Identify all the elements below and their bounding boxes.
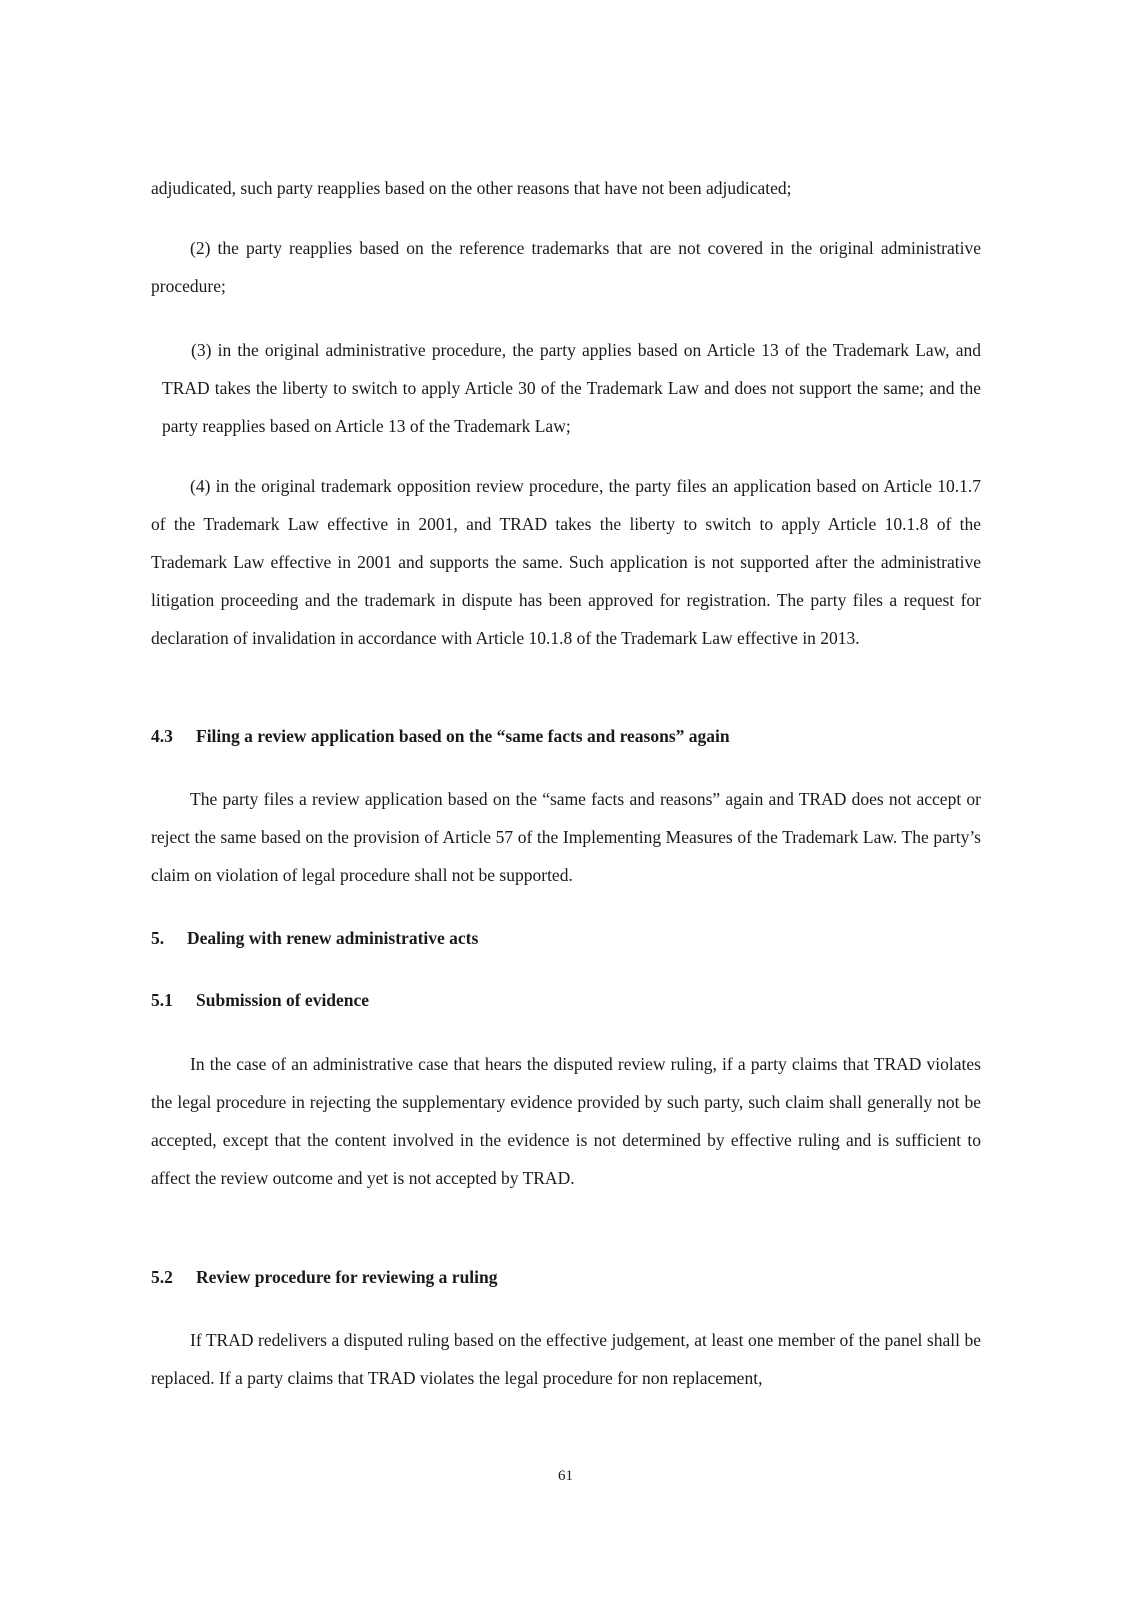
section-number: 4.3 — [151, 726, 173, 746]
section-number: 5.2 — [151, 1267, 173, 1287]
paragraph-evidence: In the case of an administrative case that hears the disputed review ruling, if a party claims that TRAD violates the legal procedure in rejecting the supplementary evidence provided by such party, such claim shall generally not be accepted, except that the content involved in the evidence is not determined by effective ruling and is sufficient to affect the review outcome and yet is not accepted by TRAD. — [151, 1054, 981, 1188]
paragraph-item-4: (4) in the original trademark opposition review procedure, the party files an application based on Article 10.1.7 of the Trademark Law effective in 2001, and TRAD takes the liberty to switch to apply Article 10.1.8 of the Trademark Law effective in 2001 and supports the same. Such application is not supported after the administrative litigation proceeding and the trademark in dispute has been approved for registration. The party files a request for declaration of invalidation in accordance with Article 10.1.8 of the Trademark Law effective in 2013. — [151, 476, 981, 648]
section-heading-5-1 — [151, 988, 369, 1012]
paragraph-item-2: (2) the party reapplies based on the reference trademarks that are not covered in the original administrative procedure; — [151, 238, 981, 296]
paragraph-continuation: adjudicated, such party reapplies based on the other reasons that have not been adjudicated; — [151, 178, 792, 198]
paragraph-item-3: (3) in the original administrative procedure, the party applies based on Article 13 of the Trademark Law, and TRAD takes the liberty to switch to apply Article 30 of the Trademark Law and does not support the same; and the party reapplies based on Article 13 of the Trademark Law; — [162, 340, 981, 436]
section-heading-4-3 — [151, 724, 730, 748]
section-heading-5 — [151, 926, 478, 950]
section-number: 5.1 — [151, 990, 173, 1010]
section-title: Review procedure for reviewing a ruling — [196, 1267, 498, 1287]
paragraph-review-procedure: If TRAD redelivers a disputed ruling based on the effective judgement, at least one member of the panel shall be replaced. If a party claims that TRAD violates the legal procedure for non replacement, — [151, 1330, 981, 1388]
section-number: 5. — [151, 928, 165, 948]
section-title: Filing a review application based on the “same facts and reasons” again — [196, 726, 730, 746]
section-title: Submission of evidence — [196, 990, 370, 1010]
section-heading-5-2 — [151, 1265, 498, 1289]
section-title: Dealing with renew administrative acts — [187, 928, 479, 948]
page-number: 61 — [558, 1468, 573, 1484]
paragraph-same-facts: The party files a review application based on the “same facts and reasons” again and TRAD does not accept or reject the same based on the provision of Article 57 of the Implementing Measures of the Trademark Law. The party’s claim on violation of legal procedure shall not be supported. — [151, 789, 981, 885]
